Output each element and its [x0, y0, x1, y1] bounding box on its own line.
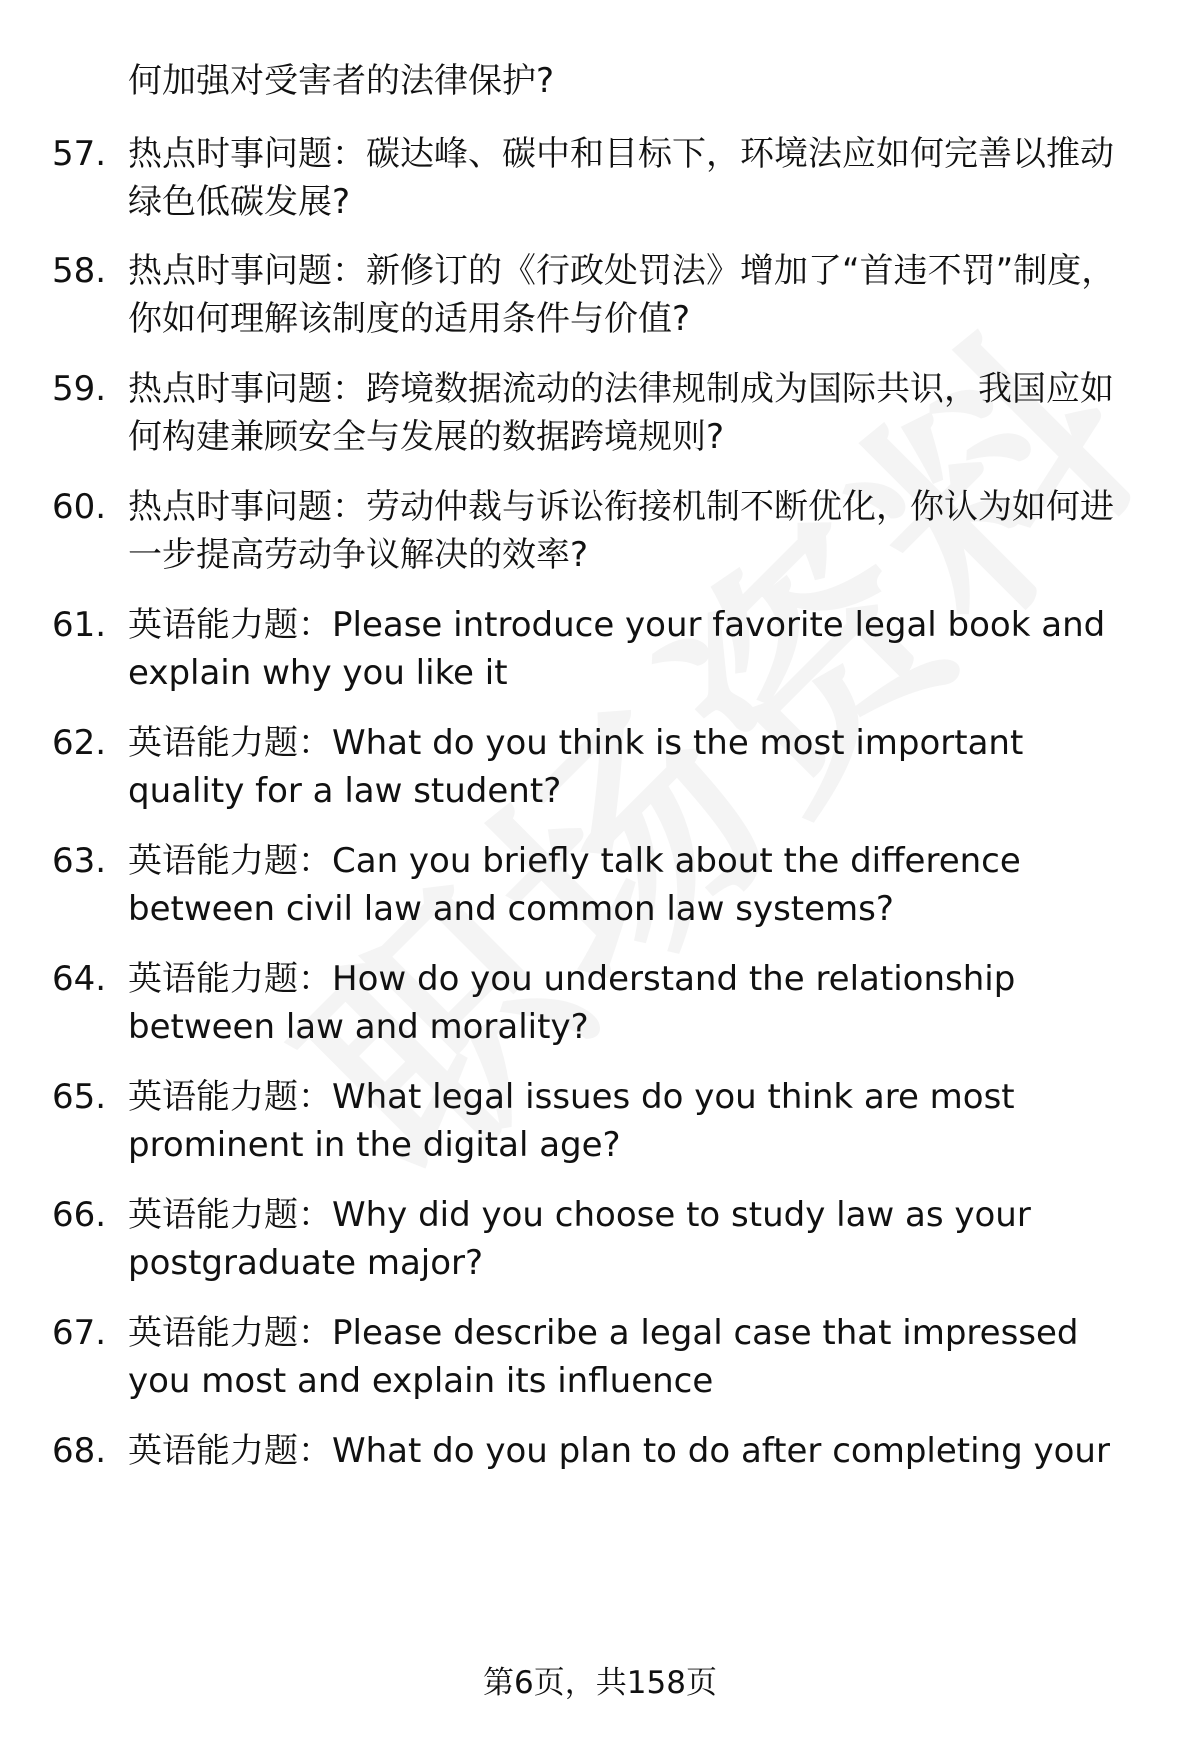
question-text: 热点时事问题：劳动仲裁与诉讼衔接机制不断优化，你认为如何进一步提高劳动争议解决的效率? — [128, 487, 1114, 575]
question-text: 英语能力题：What legal issues do you think are most prominent in the digital age? — [128, 1077, 1015, 1165]
question-number: 61. — [52, 605, 107, 645]
question-number: 59. — [52, 369, 107, 409]
question-text: 英语能力题：How do you understand the relationship between law and morality? — [128, 959, 1016, 1047]
question-number: 64. — [52, 959, 107, 999]
question-text: 英语能力题：Why did you choose to study law as your postgraduate major? — [128, 1195, 1031, 1283]
question-text: 热点时事问题：新修订的《行政处罚法》增加了“首违不罚”制度，你如何理解该制度的适用条件与价值? — [128, 251, 1116, 339]
question-number: 60. — [52, 487, 107, 527]
question-text: 英语能力题：Please introduce your favorite legal book and explain why you like it — [128, 605, 1106, 693]
question-text: 英语能力题：Please describe a legal case that impressed you most and explain its influence — [128, 1313, 1079, 1401]
question-text: 热点时事问题：碳达峰、碳中和目标下，环境法应如何完善以推动绿色低碳发展? — [128, 134, 1114, 222]
question-number: 66. — [52, 1195, 107, 1235]
question-text: 英语能力题：Can you briefly talk about the difference between civil law and common law systems? — [128, 841, 1021, 929]
question-text: 英语能力题：What do you plan to do after completing your — [128, 1431, 1110, 1471]
question-number: 67. — [52, 1313, 107, 1353]
page-footer: 第6页，共158页 — [483, 1665, 717, 1701]
question-number: 58. — [52, 251, 107, 291]
question-number: 57. — [52, 134, 107, 174]
question-text: 英语能力题：What do you think is the most important quality for a law student? — [128, 723, 1024, 811]
continuation-text: 何加强对受害者的法律保护? — [128, 61, 555, 101]
question-number: 63. — [52, 841, 107, 881]
question-number: 65. — [52, 1077, 107, 1117]
question-text: 热点时事问题：跨境数据流动的法律规制成为国际共识，我国应如何构建兼顾安全与发展的数据跨境规则? — [128, 369, 1114, 457]
question-number: 68. — [52, 1431, 107, 1471]
question-number: 62. — [52, 723, 107, 763]
